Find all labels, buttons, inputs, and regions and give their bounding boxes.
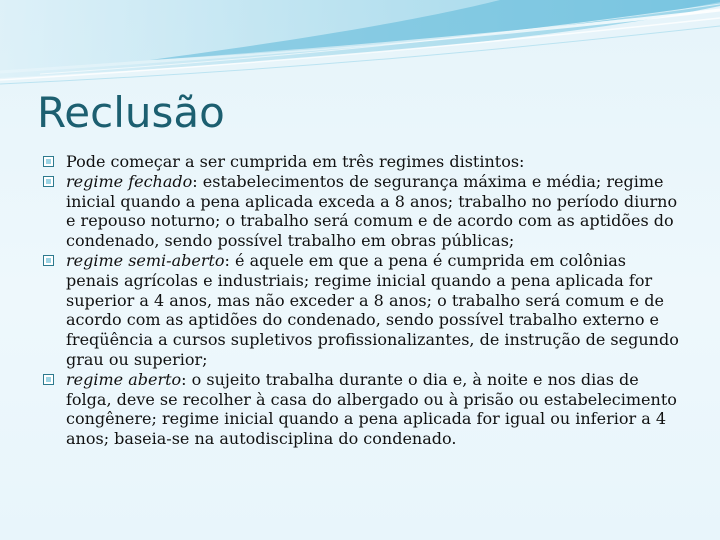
bullet-box-icon	[43, 255, 54, 266]
bullet-box-icon	[43, 156, 54, 167]
bullet-box-icon	[43, 374, 54, 385]
bullet-item	[42, 370, 682, 449]
bullet-box-icon	[43, 176, 54, 187]
bullet-term: regime fechado	[66, 171, 193, 191]
bullet-list	[42, 152, 682, 449]
bullet-text: : o sujeito trabalha durante o dia e, à noite e nos dias de folga, deve se recolher à casa do albergado ou à prisão ou estabelecimento congênere; regime inicial quando a pena aplicada for igual ou inferior a 4 anos; baseia-se na autodisciplina do condenado.	[66, 369, 677, 449]
bullet-text: : é aquele em que a pena é cumprida em colônias penais agrícolas e industriais; regime inicial quando a pena aplicada for superior a 4 anos, mas não exceder a 8 anos; o trabalho será comum e de acordo com as aptidões do condenado, sendo possível trabalho externo e freqüência a cursos supletivos profissionalizantes, de instrução de segundo grau ou superior;	[66, 250, 679, 369]
bullet-item	[42, 251, 682, 370]
bullet-text: : estabelecimentos de segurança máxima e média; regime inicial quando a pena aplicada exceda a 8 anos; trabalho no período diurno e repouso noturno; o trabalho será comum e de acordo com as aptidões do condenado, sendo possível trabalho em obras públicas;	[66, 171, 678, 251]
bullet-term: regime aberto	[66, 369, 182, 389]
bullet-term: regime semi-aberto	[66, 250, 225, 270]
bullet-text: Pode começar a ser cumprida em três regimes distintos:	[66, 152, 525, 171]
slide-title: Reclusão	[37, 88, 225, 137]
header-swoosh-decoration	[0, 0, 720, 90]
bullet-item	[42, 172, 682, 251]
bullet-item	[42, 152, 682, 172]
